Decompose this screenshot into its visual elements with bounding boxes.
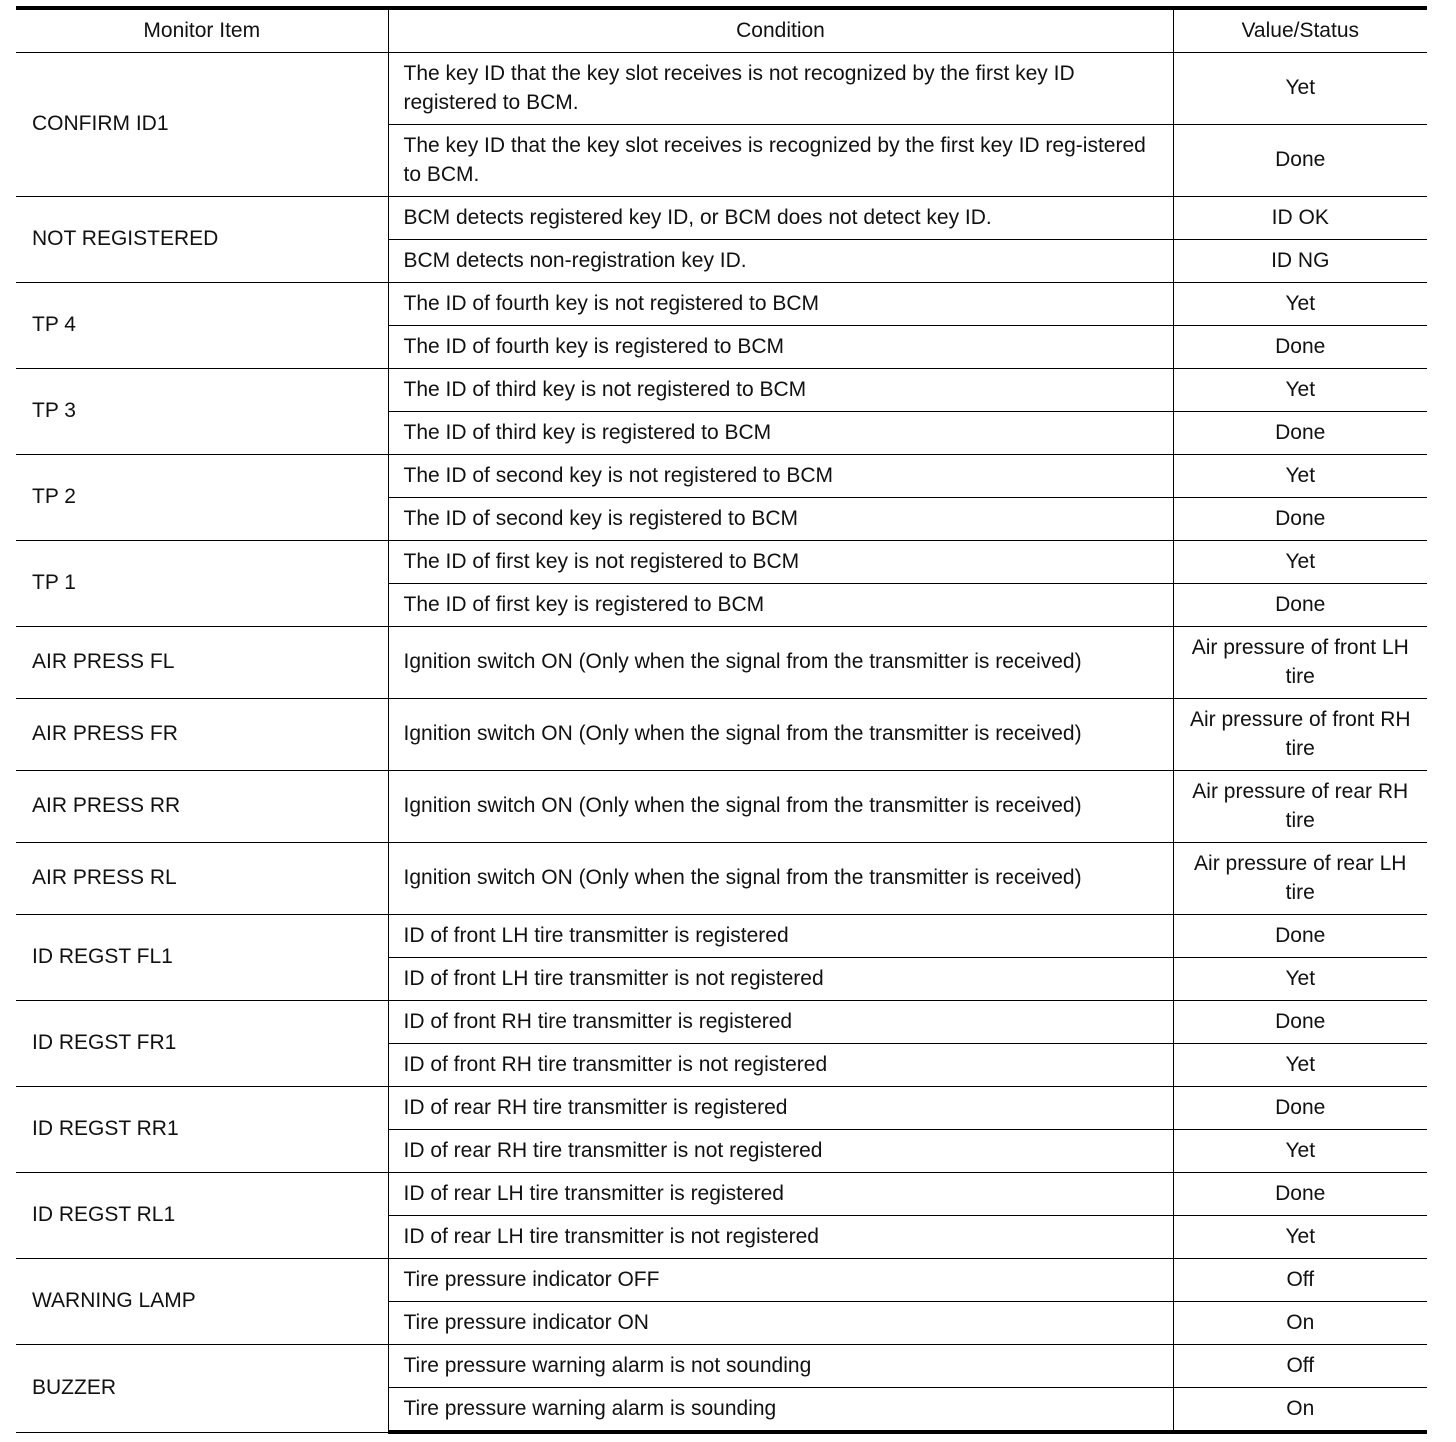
value-status-cell: ID OK bbox=[1173, 197, 1427, 240]
condition-cell: Ignition switch ON (Only when the signal from the transmitter is received) bbox=[388, 843, 1173, 915]
table-row bbox=[16, 283, 1427, 326]
condition-cell: Tire pressure warning alarm is not sounding bbox=[388, 1345, 1173, 1388]
condition-cell: The ID of fourth key is registered to BCM bbox=[388, 326, 1173, 369]
value-status-cell: Done bbox=[1173, 498, 1427, 541]
monitor-item-cell: CONFIRM ID1 bbox=[16, 53, 388, 197]
monitor-item-cell: TP 2 bbox=[16, 455, 388, 541]
value-status-cell: Done bbox=[1173, 412, 1427, 455]
condition-cell: Ignition switch ON (Only when the signal from the transmitter is received) bbox=[388, 627, 1173, 699]
monitor-item-cell: ID REGST RL1 bbox=[16, 1173, 388, 1259]
value-status-cell: Done bbox=[1173, 584, 1427, 627]
condition-cell: The ID of first key is registered to BCM bbox=[388, 584, 1173, 627]
monitor-table bbox=[16, 6, 1427, 1434]
condition-cell: ID of rear LH tire transmitter is not registered bbox=[388, 1216, 1173, 1259]
value-status-cell: On bbox=[1173, 1388, 1427, 1433]
condition-cell: The key ID that the key slot receives is recognized by the first key ID reg-istered to BCM. bbox=[388, 125, 1173, 197]
monitor-item-cell: AIR PRESS RR bbox=[16, 771, 388, 843]
table-body bbox=[16, 53, 1427, 1433]
condition-cell: ID of front LH tire transmitter is not registered bbox=[388, 958, 1173, 1001]
value-status-cell: Yet bbox=[1173, 283, 1427, 326]
table-row bbox=[16, 915, 1427, 958]
table-row bbox=[16, 771, 1427, 843]
table-row bbox=[16, 1173, 1427, 1216]
value-status-cell: Yet bbox=[1173, 958, 1427, 1001]
condition-cell: ID of front LH tire transmitter is registered bbox=[388, 915, 1173, 958]
value-status-cell: Yet bbox=[1173, 1130, 1427, 1173]
value-status-cell: Yet bbox=[1173, 1044, 1427, 1087]
monitor-item-cell: TP 3 bbox=[16, 369, 388, 455]
value-status-cell: On bbox=[1173, 1302, 1427, 1345]
value-status-cell: Done bbox=[1173, 125, 1427, 197]
value-status-cell: Done bbox=[1173, 1173, 1427, 1216]
condition-cell: BCM detects registered key ID, or BCM does not detect key ID. bbox=[388, 197, 1173, 240]
table-row bbox=[16, 1259, 1427, 1302]
header-value-status: Value/Status bbox=[1173, 8, 1427, 53]
value-status-cell: Off bbox=[1173, 1259, 1427, 1302]
table-row bbox=[16, 627, 1427, 699]
header-monitor-item: Monitor Item bbox=[16, 8, 388, 53]
condition-cell: Tire pressure indicator ON bbox=[388, 1302, 1173, 1345]
value-status-cell: Off bbox=[1173, 1345, 1427, 1388]
condition-cell: The ID of third key is registered to BCM bbox=[388, 412, 1173, 455]
monitor-item-cell: ID REGST FR1 bbox=[16, 1001, 388, 1087]
table-row bbox=[16, 541, 1427, 584]
value-status-cell: Done bbox=[1173, 326, 1427, 369]
table-row bbox=[16, 1087, 1427, 1130]
value-status-cell: Yet bbox=[1173, 53, 1427, 125]
value-status-cell: Done bbox=[1173, 1087, 1427, 1130]
value-status-cell: Done bbox=[1173, 1001, 1427, 1044]
condition-cell: The key ID that the key slot receives is not recognized by the first key ID registered to BCM. bbox=[388, 53, 1173, 125]
condition-cell: BCM detects non-registration key ID. bbox=[388, 240, 1173, 283]
value-status-cell: Done bbox=[1173, 915, 1427, 958]
header-row bbox=[16, 8, 1427, 53]
condition-cell: The ID of third key is not registered to BCM bbox=[388, 369, 1173, 412]
table-row bbox=[16, 53, 1427, 125]
condition-cell: Tire pressure indicator OFF bbox=[388, 1259, 1173, 1302]
monitor-item-cell: AIR PRESS FL bbox=[16, 627, 388, 699]
value-status-cell: Air pressure of front RH tire bbox=[1173, 699, 1427, 771]
condition-cell: ID of rear LH tire transmitter is registered bbox=[388, 1173, 1173, 1216]
value-status-cell: Air pressure of front LH tire bbox=[1173, 627, 1427, 699]
value-status-cell: Yet bbox=[1173, 455, 1427, 498]
value-status-cell: Air pressure of rear RH tire bbox=[1173, 771, 1427, 843]
table-row bbox=[16, 369, 1427, 412]
condition-cell: Ignition switch ON (Only when the signal from the transmitter is received) bbox=[388, 771, 1173, 843]
value-status-cell: Yet bbox=[1173, 369, 1427, 412]
table-row bbox=[16, 1001, 1427, 1044]
condition-cell: ID of rear RH tire transmitter is not registered bbox=[388, 1130, 1173, 1173]
condition-cell: The ID of second key is not registered to BCM bbox=[388, 455, 1173, 498]
table-row bbox=[16, 197, 1427, 240]
table-row bbox=[16, 1345, 1427, 1388]
monitor-item-cell: AIR PRESS RL bbox=[16, 843, 388, 915]
value-status-cell: Yet bbox=[1173, 541, 1427, 584]
table-row bbox=[16, 699, 1427, 771]
monitor-item-cell: AIR PRESS FR bbox=[16, 699, 388, 771]
value-status-cell: ID NG bbox=[1173, 240, 1427, 283]
header-condition: Condition bbox=[388, 8, 1173, 53]
condition-cell: ID of front RH tire transmitter is registered bbox=[388, 1001, 1173, 1044]
condition-cell: The ID of fourth key is not registered to BCM bbox=[388, 283, 1173, 326]
table-row bbox=[16, 843, 1427, 915]
condition-cell: The ID of first key is not registered to BCM bbox=[388, 541, 1173, 584]
monitor-item-cell: ID REGST RR1 bbox=[16, 1087, 388, 1173]
monitor-item-cell: TP 1 bbox=[16, 541, 388, 627]
table-row bbox=[16, 455, 1427, 498]
monitor-item-cell: WARNING LAMP bbox=[16, 1259, 388, 1345]
monitor-item-cell: ID REGST FL1 bbox=[16, 915, 388, 1001]
condition-cell: ID of rear RH tire transmitter is registered bbox=[388, 1087, 1173, 1130]
condition-cell: Tire pressure warning alarm is sounding bbox=[388, 1388, 1173, 1433]
value-status-cell: Air pressure of rear LH tire bbox=[1173, 843, 1427, 915]
monitor-item-cell: TP 4 bbox=[16, 283, 388, 369]
monitor-item-cell: NOT REGISTERED bbox=[16, 197, 388, 283]
condition-cell: The ID of second key is registered to BCM bbox=[388, 498, 1173, 541]
condition-cell: Ignition switch ON (Only when the signal from the transmitter is received) bbox=[388, 699, 1173, 771]
monitor-item-cell: BUZZER bbox=[16, 1345, 388, 1433]
value-status-cell: Yet bbox=[1173, 1216, 1427, 1259]
condition-cell: ID of front RH tire transmitter is not registered bbox=[388, 1044, 1173, 1087]
